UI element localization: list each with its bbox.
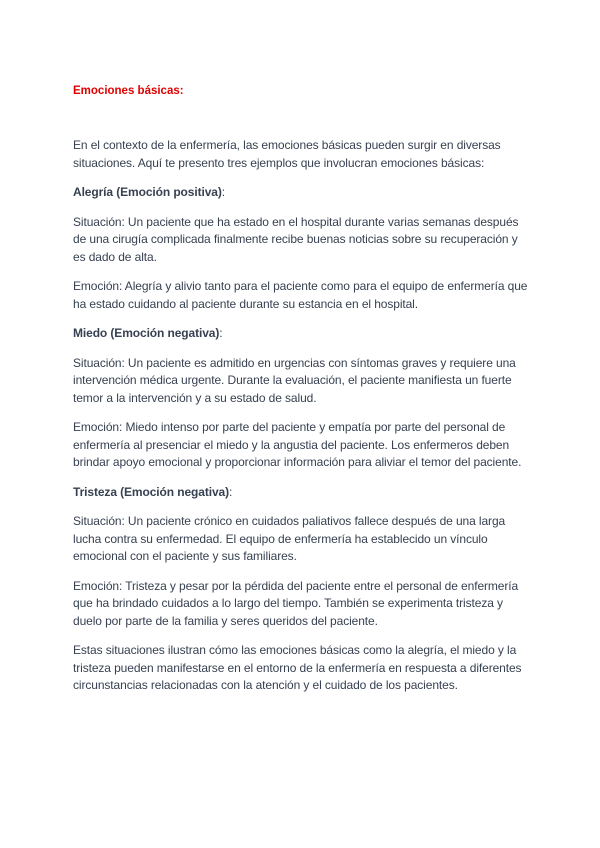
intro-paragraph: En el contexto de la enfermería, las emociones básicas pueden surgir en diversas situaciones. Aquí te presento tres ejemplos que involucran emociones básicas: — [73, 138, 501, 170]
emotion-paragraph-tristeza: Emoción: Tristeza y pesar por la pérdida del paciente entre el personal de enfermería que ha brindado cuidados a lo largo del tiempo. También se experimenta tristeza y duelo por parte de la familia y seres queridos del paciente. — [73, 578, 519, 628]
section-heading-colon: : — [229, 484, 233, 499]
emotion-paragraph-miedo: Emoción: Miedo intenso por parte del paciente y empatía por parte del personal de enfermería al presenciar el miedo y la angustia del paciente. Los enfermeros deben brindar apoyo emocional y proporcionar información para aliviar el temor del paciente. — [73, 420, 522, 469]
section-heading-alegria — [73, 184, 533, 202]
section-heading-colon: : — [221, 185, 225, 199]
emotion-paragraph-alegria: Emoción: Alegría y alivio tanto para el paciente como para el equipo de enfermería que ha estado cuidando al paciente durante su estancia en el hospital. — [73, 279, 528, 311]
section-heading-miedo — [73, 325, 533, 343]
section-heading-colon: : — [219, 326, 223, 340]
document-title: Emociones básicas: — [73, 85, 184, 97]
section-heading-label: Miedo (Emoción negativa) — [73, 326, 220, 340]
situation-paragraph-tristeza: Situación: Un paciente crónico en cuidados paliativos fallece después de una larga lucha contra su enfermedad. El equipo de enfermería ha establecido un vínculo emocional con el paciente y sus familiares. — [73, 514, 506, 563]
conclusion-paragraph: Estas situaciones ilustran cómo las emociones básicas como la alegría, el miedo y la tristeza pueden manifestarse en el entorno de la enfermería en respuesta a diferentes circunstancias relacionadas con la atención y el cuidado de los pacientes. — [73, 643, 522, 692]
situation-paragraph-alegria: Situación: Un paciente que ha estado en el hospital durante varias semanas después de una cirugía complicada finalmente recibe buenas noticias sobre su recuperación y es dado de alta. — [73, 214, 519, 264]
document-content — [73, 84, 533, 707]
section-heading-label: Tristeza (Emoción negativa) — [73, 484, 230, 499]
section-heading-tristeza — [73, 484, 533, 502]
section-heading-label: Alegría (Emoción positiva) — [73, 185, 222, 199]
situation-paragraph-miedo: Situación: Un paciente es admitido en urgencias con síntomas graves y requiere una intervención médica urgente. Durante la evaluación, el paciente manifiesta un fuerte temor a la intervención y a su estado de salud. — [73, 355, 516, 405]
